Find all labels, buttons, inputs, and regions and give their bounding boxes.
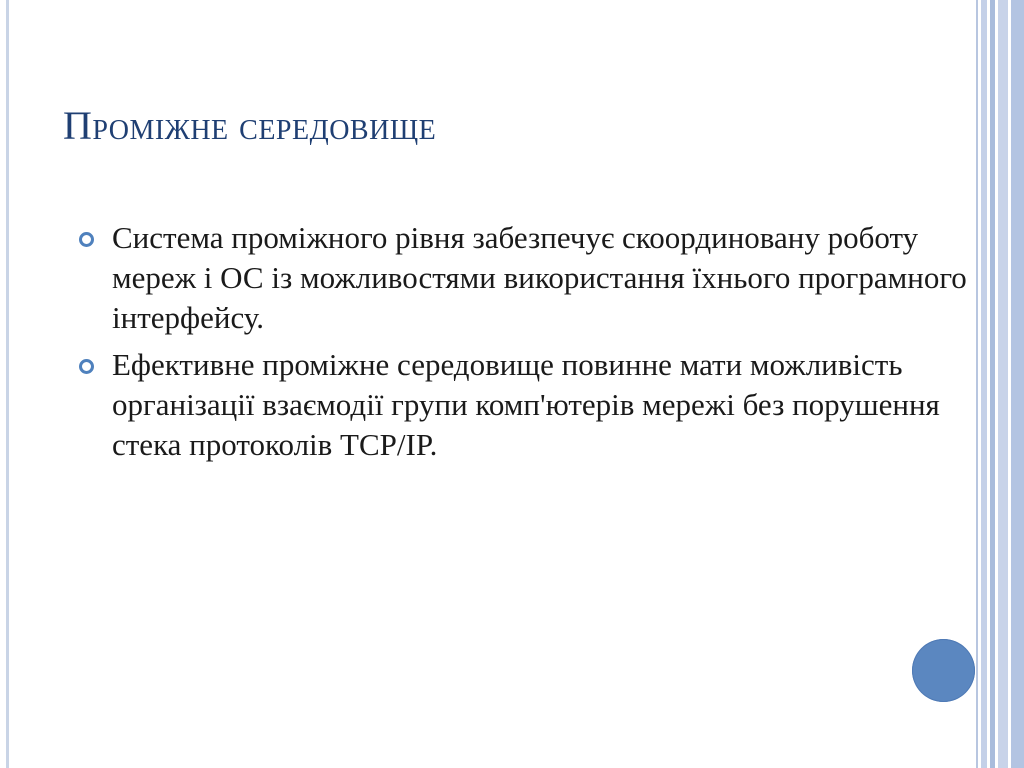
bullet-text: Ефективне проміжне середовище повинне мати можливість організації взаємодії групи комп'ютерів мережі без порушення стека протоколів TCP/IP. [112, 347, 940, 462]
decorative-circle-icon [912, 639, 975, 702]
slide-title: Проміжне середовище [63, 103, 437, 148]
right-decor-stripe [998, 0, 1008, 768]
bullet-item [79, 345, 974, 465]
bullet-list [79, 218, 974, 472]
bullet-circle-icon [79, 359, 94, 374]
right-decor-stripe [1011, 0, 1024, 768]
left-border-line [6, 0, 9, 768]
bullet-text: Система проміжного рівня забезпечує скоординовану роботу мереж і ОС із можливостями використання їхнього програмного інтерфейсу. [112, 220, 967, 335]
bullet-circle-icon [79, 232, 94, 247]
right-decor-stripe [990, 0, 995, 768]
bullet-item [79, 218, 974, 338]
right-decor-stripe [981, 0, 987, 768]
right-decor-stripe [976, 0, 978, 768]
